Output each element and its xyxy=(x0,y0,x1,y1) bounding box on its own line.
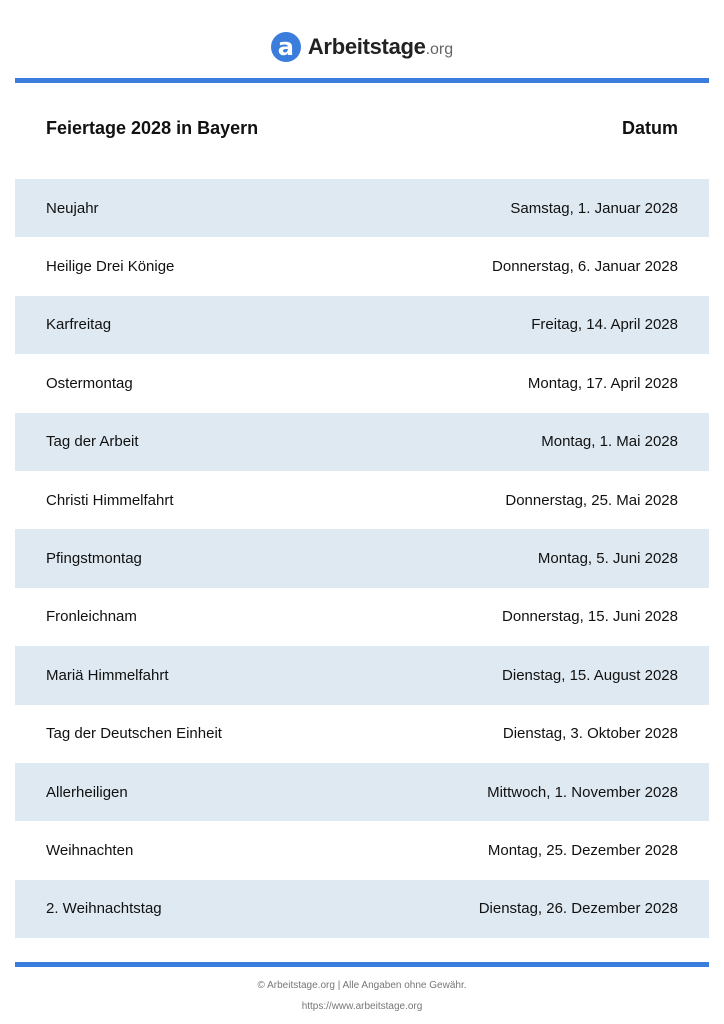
holiday-date: Dienstag, 15. August 2028 xyxy=(502,666,678,684)
table-row xyxy=(15,471,709,529)
holiday-date: Mittwoch, 1. November 2028 xyxy=(487,783,678,801)
holiday-name: 2. Weihnachtstag xyxy=(46,900,162,918)
logo-name: Arbeitstage xyxy=(307,34,426,59)
table-row xyxy=(15,588,709,646)
table-row xyxy=(15,179,709,237)
at-sign-logo-icon: a xyxy=(271,32,301,62)
holiday-name: Ostermontag xyxy=(46,374,133,392)
holiday-name: Tag der Arbeit xyxy=(46,433,139,451)
holiday-name: Allerheiligen xyxy=(46,783,128,801)
holiday-date: Montag, 5. Juni 2028 xyxy=(537,550,678,568)
table-row xyxy=(15,763,709,821)
top-divider xyxy=(15,78,709,83)
table-row xyxy=(15,413,709,471)
table-row xyxy=(15,705,709,763)
holiday-date: Freitag, 14. April 2028 xyxy=(531,316,678,334)
bottom-divider xyxy=(15,962,709,967)
table-row xyxy=(15,821,709,879)
holiday-date: Donnerstag, 15. Juni 2028 xyxy=(502,608,678,626)
logo-tld: .org xyxy=(425,40,454,58)
holiday-name: Christi Himmelfahrt xyxy=(46,491,174,509)
holiday-table xyxy=(15,179,709,938)
table-row xyxy=(15,646,709,704)
date-column-header: Datum xyxy=(621,118,678,138)
holiday-name: Neujahr xyxy=(46,199,99,217)
footer xyxy=(0,980,724,1022)
table-header xyxy=(46,118,678,139)
holiday-date: Samstag, 1. Januar 2028 xyxy=(510,199,678,217)
holiday-name: Mariä Himmelfahrt xyxy=(46,666,169,684)
table-row xyxy=(15,296,709,354)
copyright-text: © Arbeitstage.org | Alle Angaben ohne Gewähr. xyxy=(257,980,467,991)
table-row xyxy=(15,880,709,938)
table-row xyxy=(15,237,709,295)
page-title: Feiertage 2028 in Bayern xyxy=(46,118,259,138)
website-link[interactable]: https://www.arbeitstage.org xyxy=(301,1001,423,1012)
table-row xyxy=(15,529,709,587)
holiday-date: Donnerstag, 25. Mai 2028 xyxy=(505,491,678,509)
table-row xyxy=(15,354,709,412)
holiday-name: Heilige Drei Könige xyxy=(46,258,175,276)
holiday-date: Montag, 17. April 2028 xyxy=(527,374,678,392)
holiday-name: Pfingstmontag xyxy=(46,550,142,568)
holiday-date: Montag, 1. Mai 2028 xyxy=(541,433,678,451)
holiday-name: Weihnachten xyxy=(46,841,134,859)
holiday-name: Tag der Deutschen Einheit xyxy=(46,725,222,743)
holiday-date: Montag, 25. Dezember 2028 xyxy=(487,841,678,859)
holiday-date: Donnerstag, 6. Januar 2028 xyxy=(492,258,678,276)
holiday-name: Karfreitag xyxy=(46,316,112,334)
holiday-date: Dienstag, 26. Dezember 2028 xyxy=(478,900,678,918)
logo[interactable] xyxy=(0,32,724,62)
holiday-date: Dienstag, 3. Oktober 2028 xyxy=(502,725,678,743)
holiday-name: Fronleichnam xyxy=(46,608,137,626)
